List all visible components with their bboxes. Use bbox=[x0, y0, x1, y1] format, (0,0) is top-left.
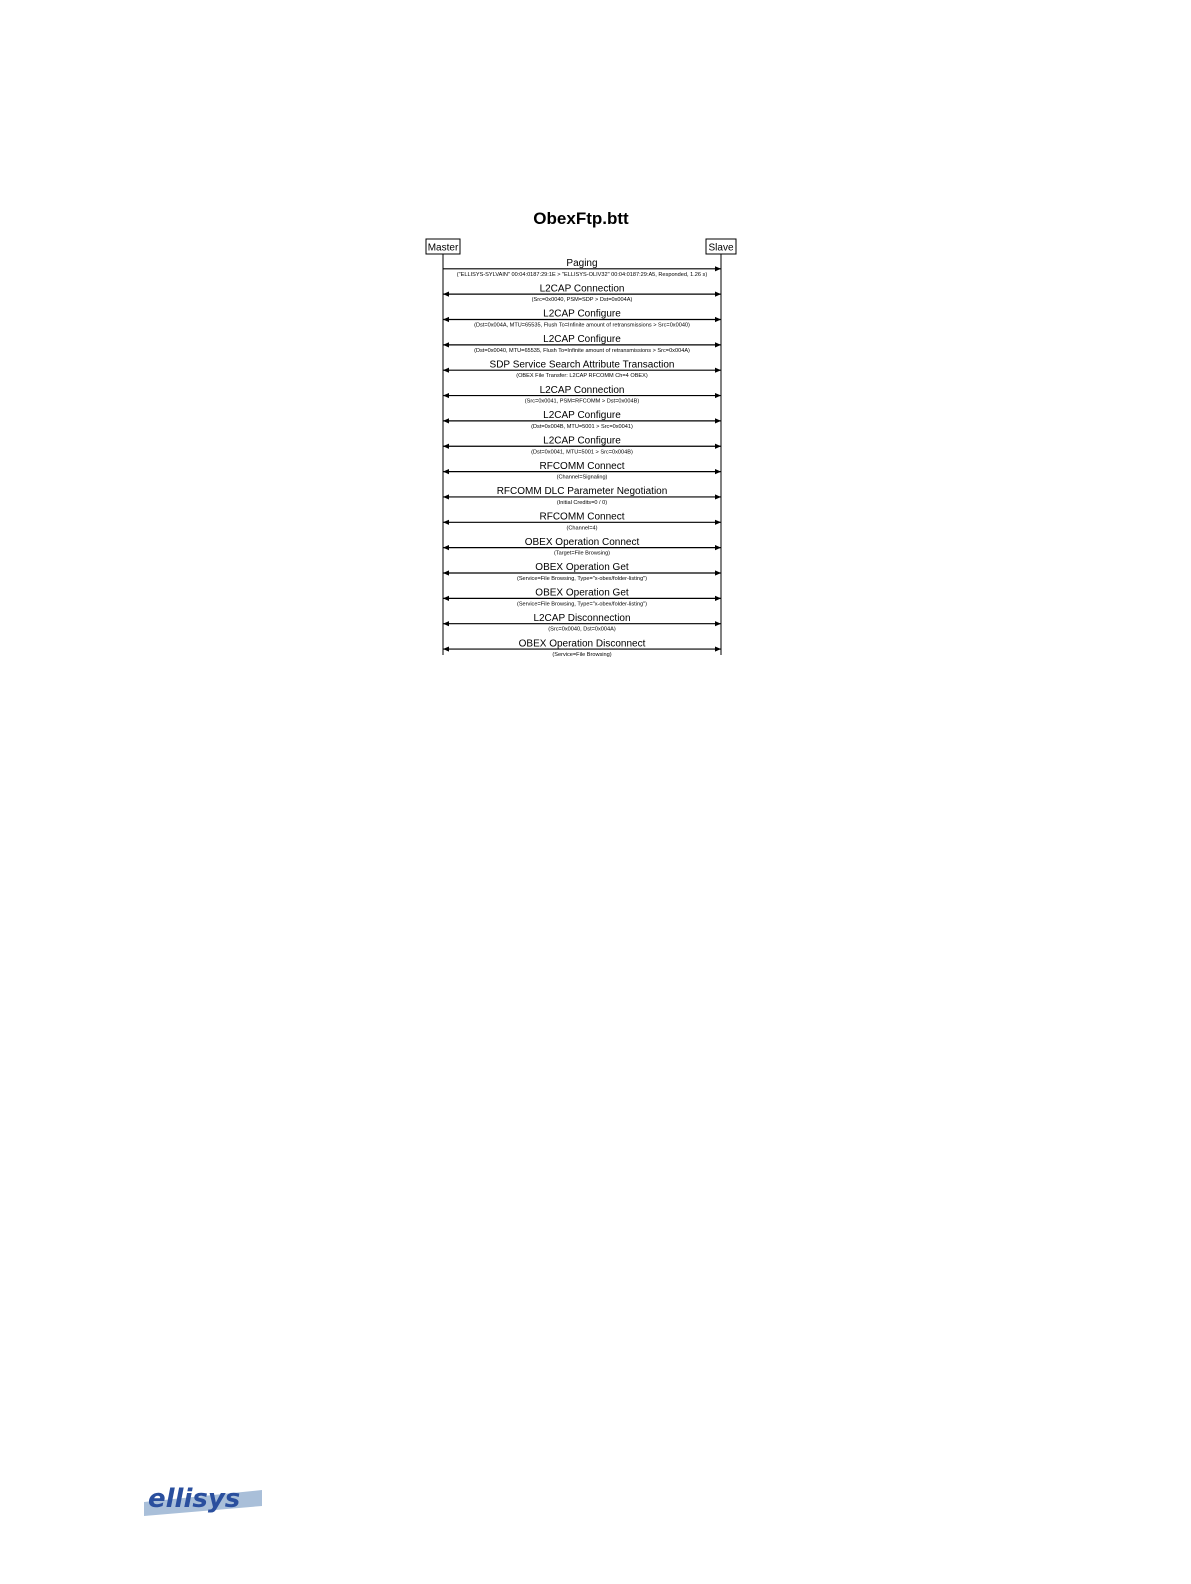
message-label: Paging bbox=[566, 258, 598, 269]
arrowhead-left bbox=[443, 444, 449, 449]
message bbox=[443, 512, 721, 532]
arrowhead-right bbox=[715, 266, 721, 271]
arrowhead-left bbox=[443, 621, 449, 626]
arrowhead-right bbox=[715, 570, 721, 575]
message-detail: (Dst=0x0040, MTU=65535, Flush To=Infinite amount of retransmissions > Src=0x004A) bbox=[474, 347, 690, 354]
message-detail: (Dst=0x004A, MTU=65535, Flush To=Infinite amount of retransmissions > Src=0x0040) bbox=[474, 322, 690, 329]
message-label: RFCOMM DLC Parameter Negotiation bbox=[496, 486, 668, 498]
message-label: L2CAP Connection bbox=[539, 283, 625, 295]
diagram-title: ObexFtp.btt bbox=[533, 209, 629, 228]
arrowhead-left bbox=[443, 317, 449, 322]
arrowhead-right bbox=[715, 444, 721, 449]
actor-master-label: Master bbox=[427, 242, 459, 254]
message bbox=[443, 435, 721, 455]
arrowhead-right bbox=[715, 317, 721, 322]
message bbox=[443, 537, 721, 557]
arrowhead-left bbox=[443, 342, 449, 347]
message-list bbox=[443, 258, 721, 658]
message bbox=[443, 461, 721, 481]
arrowhead-right bbox=[715, 520, 721, 525]
arrowhead-right bbox=[715, 292, 721, 297]
message-detail: (Service=File Browsing) bbox=[552, 652, 612, 659]
arrowhead-right bbox=[715, 494, 721, 499]
arrowhead-right bbox=[715, 342, 721, 347]
message bbox=[443, 588, 721, 608]
message-detail: (Channel=4) bbox=[566, 525, 598, 532]
message-label: SDP Service Search Attribute Transaction bbox=[489, 359, 675, 371]
arrowhead-right bbox=[715, 596, 721, 601]
message bbox=[443, 334, 721, 354]
message-detail: (Service=File Browsing, Type="x-obex/folder-listing") bbox=[516, 576, 648, 582]
message bbox=[443, 410, 721, 430]
message bbox=[443, 359, 721, 379]
arrowhead-right bbox=[715, 469, 721, 474]
message-detail: (Src=0x0040, Dst=0x004A) bbox=[548, 626, 616, 633]
arrowhead-left bbox=[443, 368, 449, 373]
message-detail: (Src=0x0041, PSM=RFCOMM > Dst=0x004B) bbox=[524, 398, 640, 405]
message-label: RFCOMM Connect bbox=[539, 511, 625, 523]
arrowhead-right bbox=[715, 646, 721, 651]
message-label: L2CAP Connection bbox=[539, 384, 625, 396]
message-label: OBEX Operation Disconnect bbox=[518, 638, 646, 650]
message-label: L2CAP Configure bbox=[543, 334, 621, 346]
arrowhead-left bbox=[443, 596, 449, 601]
arrowhead-left bbox=[443, 469, 449, 474]
message-detail: (Dst=0x004B, MTU=5001 > Src=0x0041) bbox=[531, 423, 633, 430]
message bbox=[443, 258, 721, 278]
arrowhead-right bbox=[715, 545, 721, 550]
message-detail: (Src=0x0040, PSM=SDP > Dst=0x004A) bbox=[531, 297, 633, 304]
message-label: OBEX Operation Get bbox=[535, 562, 629, 574]
message-detail: (OBEX File Transfer: L2CAP RFCOMM Ch=4 OBEX) bbox=[516, 373, 648, 380]
message-detail: ("ELLISYS-SYLVAIN" 00:04:0187:29:1E > "ELLISYS-OLIV32" 00:04:0187:29:A5, Responded, 1.26 s) bbox=[456, 271, 708, 278]
arrowhead-right bbox=[715, 418, 721, 423]
message bbox=[443, 385, 721, 405]
arrowhead-left bbox=[443, 646, 449, 651]
arrowhead-left bbox=[443, 545, 449, 550]
message bbox=[443, 613, 721, 633]
message bbox=[443, 309, 721, 329]
sequence-diagram bbox=[0, 0, 1191, 700]
message-label: RFCOMM Connect bbox=[539, 460, 625, 472]
message-detail: (Dst=0x0041, MTU=5001 > Src=0x004B) bbox=[531, 449, 633, 456]
logo-text: ellisys bbox=[148, 1484, 241, 1514]
arrowhead-left bbox=[443, 494, 449, 499]
message-label: L2CAP Configure bbox=[543, 308, 621, 320]
message-detail: (Target=File Browsing) bbox=[553, 550, 611, 557]
message-label: L2CAP Configure bbox=[543, 410, 621, 422]
message-label: L2CAP Configure bbox=[543, 435, 621, 447]
arrowhead-left bbox=[443, 292, 449, 297]
message bbox=[443, 486, 721, 506]
message-label: OBEX Operation Connect bbox=[524, 536, 640, 548]
message bbox=[443, 562, 721, 582]
actor-slave-label: Slave bbox=[708, 242, 734, 254]
message bbox=[443, 283, 721, 303]
message-label: L2CAP Disconnection bbox=[533, 612, 631, 624]
arrowhead-left bbox=[443, 570, 449, 575]
message-detail: (Channel=Signaling) bbox=[556, 474, 608, 481]
message-detail: (Service=File Browsing, Type="x-obex/folder-listing") bbox=[516, 601, 648, 608]
arrowhead-left bbox=[443, 393, 449, 398]
ellisys-logo bbox=[140, 1478, 265, 1518]
arrowhead-right bbox=[715, 393, 721, 398]
message bbox=[443, 638, 721, 658]
arrowhead-right bbox=[715, 621, 721, 626]
arrowhead-right bbox=[715, 368, 721, 373]
message-detail: (Initial Credits=0 / 0) bbox=[556, 499, 608, 506]
arrowhead-left bbox=[443, 418, 449, 423]
message-label: OBEX Operation Get bbox=[535, 587, 629, 599]
arrowhead-left bbox=[443, 520, 449, 525]
